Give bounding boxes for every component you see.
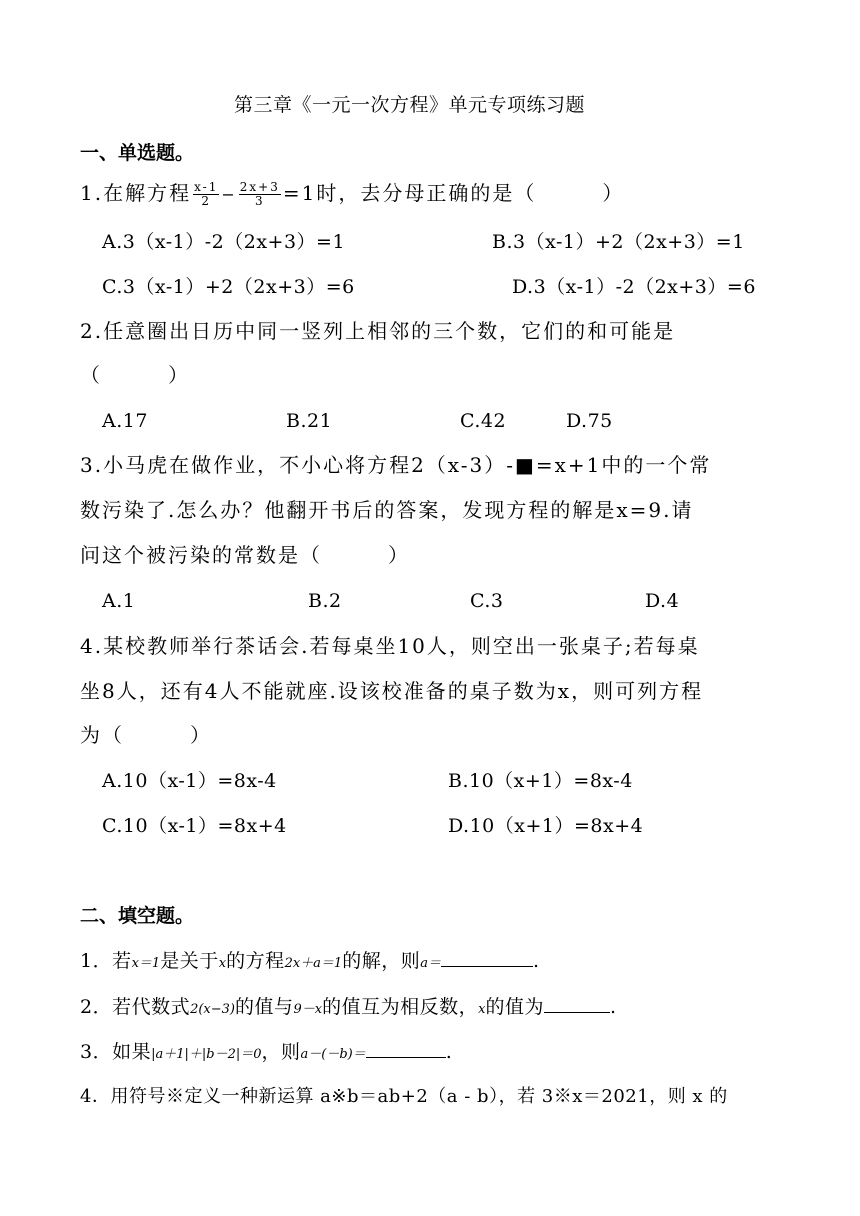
minus-sign: − — [221, 185, 237, 204]
text: ，则 — [261, 1041, 301, 1063]
option-d[interactable]: D.3（x-1）-2（2x+3）=6 — [512, 276, 756, 298]
question-2-line-2: （ ） — [80, 363, 190, 387]
fraction-1 — [193, 181, 219, 208]
question-3-line-1: 3.小马虎在做作业，不小心将方程2（x-3）-■=x+1中的一个常 — [80, 453, 712, 477]
answer-blank[interactable] — [441, 948, 533, 967]
math-expr: |a＋1|＋|b－2|＝0 — [151, 1047, 262, 1062]
math-expr: 2x＋a＝1 — [284, 956, 343, 971]
option-d[interactable]: D.75 — [566, 410, 613, 432]
answer-blank[interactable] — [366, 1039, 446, 1058]
option-a[interactable]: A.1 — [102, 590, 136, 612]
section-heading-single-choice: 一、单选题。 — [80, 142, 195, 164]
text: 1．若 — [80, 950, 132, 972]
question-3-line-2: 数污染了.怎么办？他翻开书后的答案，发现方程的解是x=9.请 — [80, 498, 694, 522]
text: 2．若代数式 — [80, 996, 191, 1018]
math-expr: x — [478, 1002, 486, 1017]
fraction-1-denominator: 2 — [201, 194, 212, 208]
fraction-2-denominator: 3 — [254, 194, 265, 208]
option-b[interactable]: B.21 — [286, 410, 333, 432]
question-1 — [80, 180, 624, 208]
section-heading-fill-blank: 二、填空题。 — [80, 905, 195, 927]
text: 的方程 — [226, 950, 285, 972]
question-4-line-3: 为（ ） — [80, 723, 212, 747]
fill-question-2 — [80, 994, 617, 1023]
option-a[interactable]: A.3（x-1）-2（2x+3）=1 — [102, 231, 346, 253]
math-expr: a－(－b)＝ — [300, 1047, 366, 1062]
option-b[interactable]: B.2 — [308, 590, 342, 612]
option-b[interactable]: B.3（x-1）+2（2x+3）=1 — [492, 231, 745, 253]
fill-question-1 — [80, 948, 540, 977]
question-1-suffix: =1时，去分母正确的是（ ） — [282, 181, 625, 205]
text: . — [610, 996, 617, 1018]
text: 的值为 — [485, 996, 545, 1018]
math-expr: 2(x−3) — [190, 1002, 236, 1017]
text: 是关于 — [160, 950, 219, 972]
text: . — [532, 950, 540, 972]
math-expr: x＝1 — [131, 956, 161, 971]
math-expr: x — [218, 956, 227, 971]
answer-blank[interactable] — [544, 994, 610, 1013]
fraction-2 — [239, 181, 281, 208]
fraction-1-numerator: x-1 — [194, 180, 219, 194]
option-d[interactable]: D.4 — [645, 590, 680, 612]
question-4-line-2: 坐8人，还有4人不能就座.设该校准备的桌子数为x，则可列方程 — [80, 679, 704, 703]
question-2-line-1: 2.任意圈出日历中同一竖列上相邻的三个数，它们的和可能是 — [80, 319, 676, 343]
fraction-2-numerator: 2x+3 — [239, 180, 280, 194]
fill-question-3 — [80, 1039, 452, 1068]
option-c[interactable]: C.42 — [460, 410, 507, 432]
math-expr: 9－x — [293, 1002, 323, 1017]
text: 的值互为相反数， — [322, 996, 479, 1018]
option-a[interactable]: A.10（x-1）=8x-4 — [102, 770, 277, 792]
text: 的解，则 — [342, 950, 421, 972]
option-c[interactable]: C.3（x-1）+2（2x+3）=6 — [102, 276, 355, 298]
option-c[interactable]: C.10（x-1）=8x+4 — [102, 815, 287, 837]
option-b[interactable]: B.10（x+1）=8x-4 — [448, 770, 633, 792]
question-1-prefix: 1.在解方程 — [80, 181, 192, 205]
text: . — [445, 1041, 453, 1063]
math-expr: a＝ — [420, 956, 441, 971]
question-4-line-1: 4.某校教师举行茶话会.若每桌坐10人，则空出一张桌子;若每桌 — [80, 634, 700, 658]
fill-question-4: 4．用符号※定义一种新运算 a※b＝ab+2（a - b），若 3※x＝2021，则 x 的 — [80, 1086, 728, 1107]
question-3-line-3: 问这个被污染的常数是（ ） — [80, 543, 410, 567]
text: 3．如果 — [80, 1041, 152, 1063]
option-a[interactable]: A.17 — [102, 410, 148, 432]
page-title: 第三章《一元一次方程》单元专项练习题 — [234, 94, 586, 116]
option-d[interactable]: D.10（x+1）=8x+4 — [448, 815, 644, 837]
option-c[interactable]: C.3 — [470, 590, 504, 612]
text: 的值与 — [235, 996, 294, 1018]
